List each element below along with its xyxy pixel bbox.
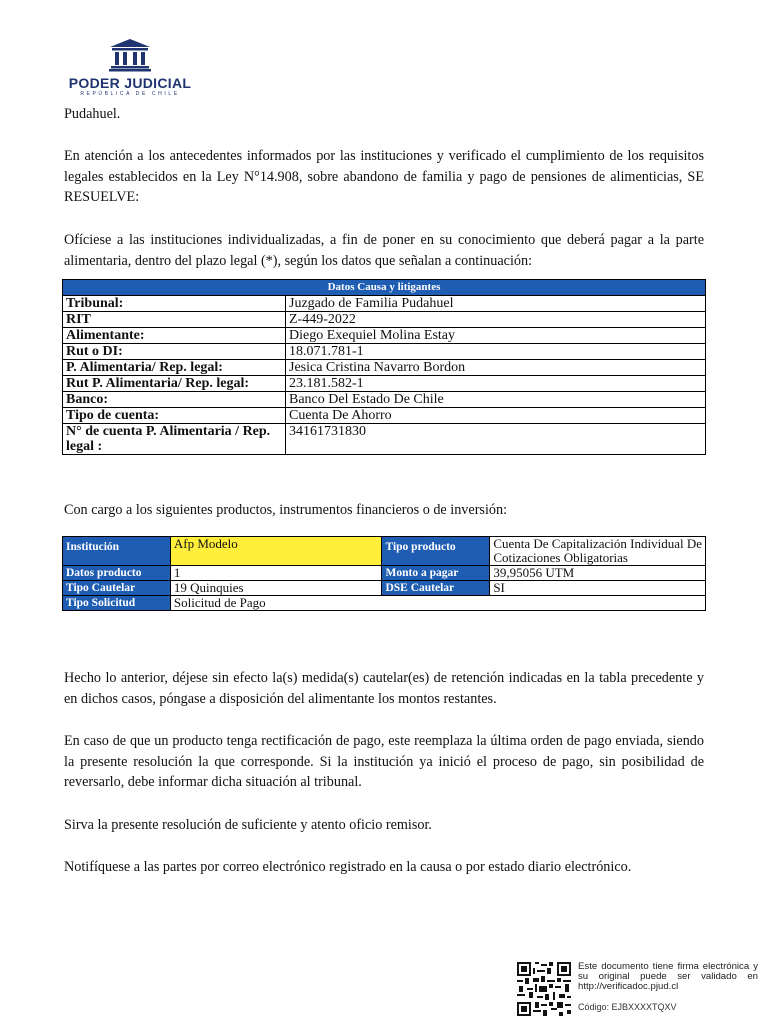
row-label: Tipo de cuenta:: [63, 408, 286, 424]
institucion-label: Institución: [63, 537, 171, 566]
institution-subtitle: REPÚBLICA DE CHILE: [80, 91, 180, 97]
table-row: [63, 376, 706, 392]
table-row: [63, 296, 706, 312]
table-row: [63, 581, 706, 596]
row-label: Tribunal:: [63, 296, 286, 312]
table-row: [63, 328, 706, 344]
courthouse-icon: [108, 38, 152, 72]
poder-judicial-logo: [64, 38, 196, 100]
row-label: Banco:: [63, 392, 286, 408]
row-value: Jesica Cristina Navarro Bordon: [286, 360, 706, 376]
row-value: Banco Del Estado De Chile: [286, 392, 706, 408]
sirva-paragraph: Sirva la presente resolución de suficiente y atento oficio remisor.: [64, 817, 432, 833]
tipo-cautelar-label: Tipo Cautelar: [63, 581, 171, 596]
monto-value: 39,95056 UTM: [490, 566, 706, 581]
tipo-solicitud-value: Solicitud de Pago: [170, 596, 705, 611]
row-label: P. Alimentaria/ Rep. legal:: [63, 360, 286, 376]
row-value: Cuenta De Ahorro: [286, 408, 706, 424]
verification-code: Código: EJBXXXXTQXV: [578, 1002, 677, 1012]
hecho-paragraph: Hecho lo anterior, déjese sin efecto la(s) medida(s) cautelar(es) de retención indicadas en la tabla precedente y en dichos casos, póngase a disposición del alimentante los montos restantes.: [64, 670, 704, 707]
notificacion-paragraph: Notifíquese a las partes por correo electrónico registrado en la causa o por estado diario electrónico.: [64, 859, 632, 875]
row-value: Diego Exequiel Molina Estay: [286, 328, 706, 344]
row-value: Juzgado de Familia Pudahuel: [286, 296, 706, 312]
institution-name: PODER JUDICIAL: [68, 75, 192, 91]
row-label: Rut o DI:: [63, 344, 286, 360]
table-row: [63, 537, 706, 566]
table-row: [63, 344, 706, 360]
row-label: Alimentante:: [63, 328, 286, 344]
table-row: [63, 408, 706, 424]
table-row: [63, 424, 706, 455]
dse-value: SI: [490, 581, 706, 596]
verification-footer: [517, 960, 757, 1016]
tipo-producto-label: Tipo producto: [382, 537, 490, 566]
product-table: [62, 536, 706, 611]
datos-producto-label: Datos producto: [63, 566, 171, 581]
oficiese-paragraph: Ofíciese a las instituciones individualizadas, a fin de poner en su conocimiento que deberá pagar a la parte alimentaria, dentro del plazo legal (*), según los datos que señalan a continuación:: [64, 232, 704, 269]
institucion-value: Afp Modelo: [170, 537, 382, 566]
cargo-paragraph: Con cargo a los siguientes productos, instrumentos financieros o de inversión:: [64, 502, 508, 518]
dse-label: DSE Cautelar: [382, 581, 490, 596]
causa-table-header-row: [63, 280, 706, 296]
city-line: Pudahuel.: [64, 106, 121, 122]
row-value: 18.071.781-1: [286, 344, 706, 360]
causa-table: [62, 279, 706, 455]
row-value: 23.181.582-1: [286, 376, 706, 392]
table-row: [63, 392, 706, 408]
row-value: 34161731830: [286, 424, 706, 455]
row-label: RIT: [63, 312, 286, 328]
datos-producto-value: 1: [170, 566, 382, 581]
tipo-cautelar-value: 19 Quinquies: [170, 581, 382, 596]
causa-table-title: Datos Causa y litigantes: [63, 280, 706, 296]
table-row: [63, 596, 706, 611]
tipo-producto-value: Cuenta De Capitalización Individual De Cotizaciones Obligatorias: [490, 537, 706, 566]
verification-text: Este documento tiene firma electrónica y su original puede ser validado en http://verificadoc.pjud.cl: [578, 961, 758, 993]
rectificacion-paragraph: En caso de que un producto tenga rectificación de pago, este reemplaza la última orden de pago enviada, siendo la presente resolución la que corresponde. Si la institución ya inició el proceso de pago, sin posibilidad de reversarlo, debe informar dicha situación al tribunal.: [64, 733, 704, 791]
row-value: Z-449-2022: [286, 312, 706, 328]
monto-label: Monto a pagar: [382, 566, 490, 581]
intro-paragraph: En atención a los antecedentes informados por las instituciones y verificado el cumplimiento de los requisitos legales establecidos en la Ley N°14.908, sobre abandono de familia y pago de pensiones de alimenticias, SE RESUELVE:: [64, 148, 704, 206]
table-row: [63, 312, 706, 328]
row-label: N° de cuenta P. Alimentaria / Rep. legal :: [63, 424, 286, 455]
row-label: Rut P. Alimentaria/ Rep. legal:: [63, 376, 286, 392]
table-row: [63, 566, 706, 581]
table-row: [63, 360, 706, 376]
tipo-solicitud-label: Tipo Solicitud: [63, 596, 171, 611]
qr-code-icon: [517, 962, 571, 1016]
